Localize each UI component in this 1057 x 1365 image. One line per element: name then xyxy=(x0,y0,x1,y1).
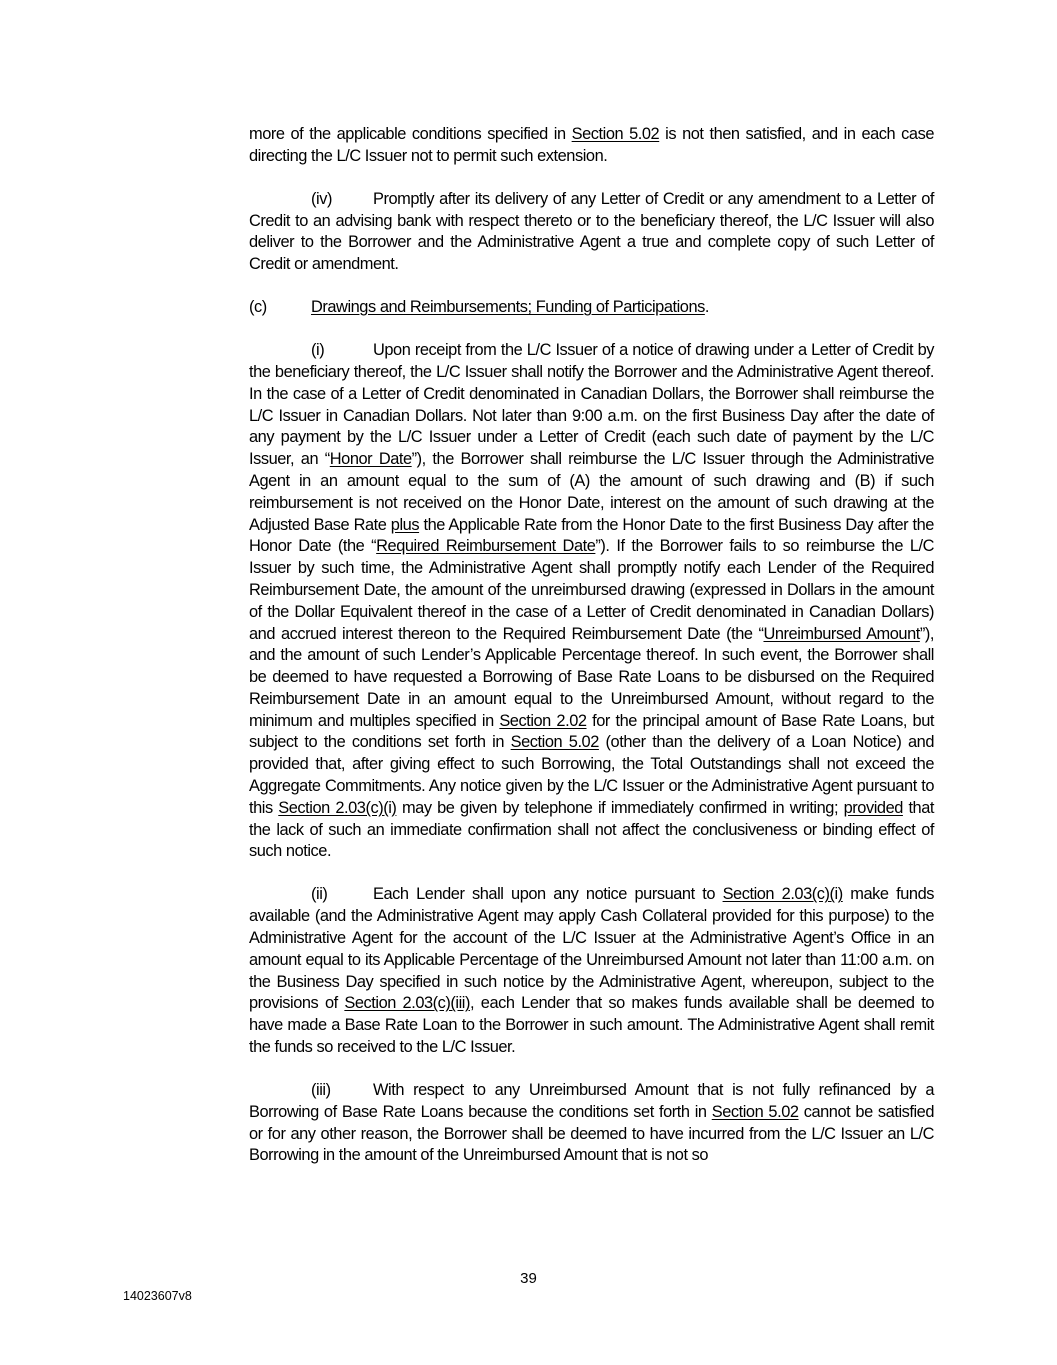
text: for the principal amount of Base Rate Loans, but subject to the conditions set forth in xyxy=(249,711,934,752)
text: may be given by telephone if immediately confirmed in writing; xyxy=(396,798,844,817)
clause-number: (i) xyxy=(311,341,325,360)
text: ”), and the amount of such Lender’s Applicable Percentage thereof. In such event, the Borrower shall be deemed to have requested a Borrowing of Base Rate Loans to be disbursed on the Required Reimbursement Date in an amount equal to the Unreimbursed Amount, without regard to the minimum and multiples specified in xyxy=(249,624,934,730)
text: With respect to any Unreimbursed Amount that is not fully refinanced by a Borrowing of Base Rate Loans because the conditions set forth in xyxy=(249,1081,934,1121)
paragraph-iv xyxy=(249,189,934,276)
text: the Applicable Rate from the Honor Date to the first Business Day after the Honor Date (the “ xyxy=(249,515,934,556)
text: , each Lender that so makes funds available shall be deemed to have made a Base Rate Loan to the Borrower in such amount. The Administrative Agent shall remit the funds so received to the L/C Issuer. xyxy=(249,994,934,1057)
paragraph-iii xyxy=(249,1080,934,1167)
section-heading-c xyxy=(249,297,934,319)
text: Each Lender shall upon any notice pursuant to xyxy=(373,885,723,904)
text: make funds available (and the Administrative Agent may apply Cash Collateral provided for this purpose) to the Administrative Agent for the account of the L/C Issuer at the Administrative Agent’s Office in an amount equal to its Applicable Percentage of the Unreimbursed Amount not later than 11:00 a.m. on the Business Day specified in such notice by the Administrative Agent, whereupon, subject to the provisions of xyxy=(249,885,934,1013)
paragraph-i xyxy=(249,340,934,863)
section-reference: Section 2.03(c)(i) xyxy=(722,885,843,904)
text: Promptly after its delivery of any Letter of Credit or any amendment to a Letter of Credit to an advising bank with respect thereto or to the beneficiary thereof, the L/C Issuer will also deliver to the Borrower and the Administrative Agent a true and complete copy of such Letter of Credit or amendment. xyxy=(249,189,934,274)
text: Upon receipt from the L/C Issuer of a notice of drawing under a Letter of Credit by the beneficiary thereof, the L/C Issuer shall notify the Borrower and the Administrative Agent thereof. In the case of a Letter of Credit denominated in Canadian Dollars, the Borrower shall reimburse the L/C Issuer in Canadian Dollars. Not later than 9:00 a.m. on the first Business Day after the date of any payment by the L/C Issuer under a Letter of Credit (each such date of payment by the L/C Issuer, an “ xyxy=(249,341,934,469)
heading-title: Drawings and Reimbursements; Funding of Participations xyxy=(311,298,705,317)
paragraph-ii xyxy=(249,884,934,1058)
document-id: 14023607v8 xyxy=(123,1289,192,1303)
text: that the lack of such an immediate confirmation shall not affect the conclusiveness or binding effect of such notice. xyxy=(249,798,934,861)
emphasis-term: provided xyxy=(843,798,903,817)
section-reference: Section 5.02 xyxy=(510,733,599,752)
section-reference: Section 5.02 xyxy=(571,125,660,143)
paragraph-continuation xyxy=(249,124,934,168)
clause-number: (iii) xyxy=(311,1081,331,1100)
text: cannot be satisfied or for any other reason, the Borrower shall be deemed to have incurred from the L/C Issuer an L/C Borrowing in the amount of the Unreimbursed Amount that is not so xyxy=(249,1102,935,1165)
text: . xyxy=(704,298,709,317)
text: more of the applicable conditions specified in xyxy=(249,125,572,143)
section-reference: Section 2.03(c)(iii) xyxy=(344,994,471,1013)
emphasis-term: plus xyxy=(390,515,420,534)
section-reference: Section 2.02 xyxy=(499,711,587,730)
section-reference: Section 5.02 xyxy=(711,1102,799,1121)
clause-number: (c) xyxy=(249,298,267,317)
clause-number: (iv) xyxy=(311,189,332,208)
defined-term: Required Reimbursement Date xyxy=(376,537,596,556)
defined-term: Honor Date xyxy=(329,450,412,469)
page-number: 39 xyxy=(520,1270,537,1287)
defined-term: Unreimbursed Amount xyxy=(763,624,920,643)
text: (other than the delivery of a Loan Notice) and provided that, after giving effect to such Borrowing, the Total Outstandings shall not exceed the Aggregate Commitments. Any notice given by the L/C Issuer or the Administrative Agent pursuant to this xyxy=(249,733,934,817)
text: ”), the Borrower shall reimburse the L/C Issuer through the Administrative Agent in an amount equal to the sum of (A) the amount of such drawing and (B) if such reimbursement is not received on the Honor Date, interest on the amount of such drawing at the Adjusted Base Rate xyxy=(249,450,935,534)
section-reference: Section 2.03(c)(i) xyxy=(278,798,397,817)
text: is not then satisfied, and in each case directing the L/C Issuer not to permit such extension. xyxy=(249,125,935,165)
clause-number: (ii) xyxy=(311,885,328,904)
document-body xyxy=(249,124,934,1188)
text: ”). If the Borrower fails to so reimburse the L/C Issuer by such time, the Administrative Agent shall promptly notify each Lender of the Required Reimbursement Date, the amount of the unreimbursed drawing (expressed in Dollars in the amount of the Dollar Equivalent thereof in the case of a Letter of Credit denominated in Canadian Dollars) and accrued interest thereon to the Required Reimbursement Date (the “ xyxy=(249,537,934,643)
